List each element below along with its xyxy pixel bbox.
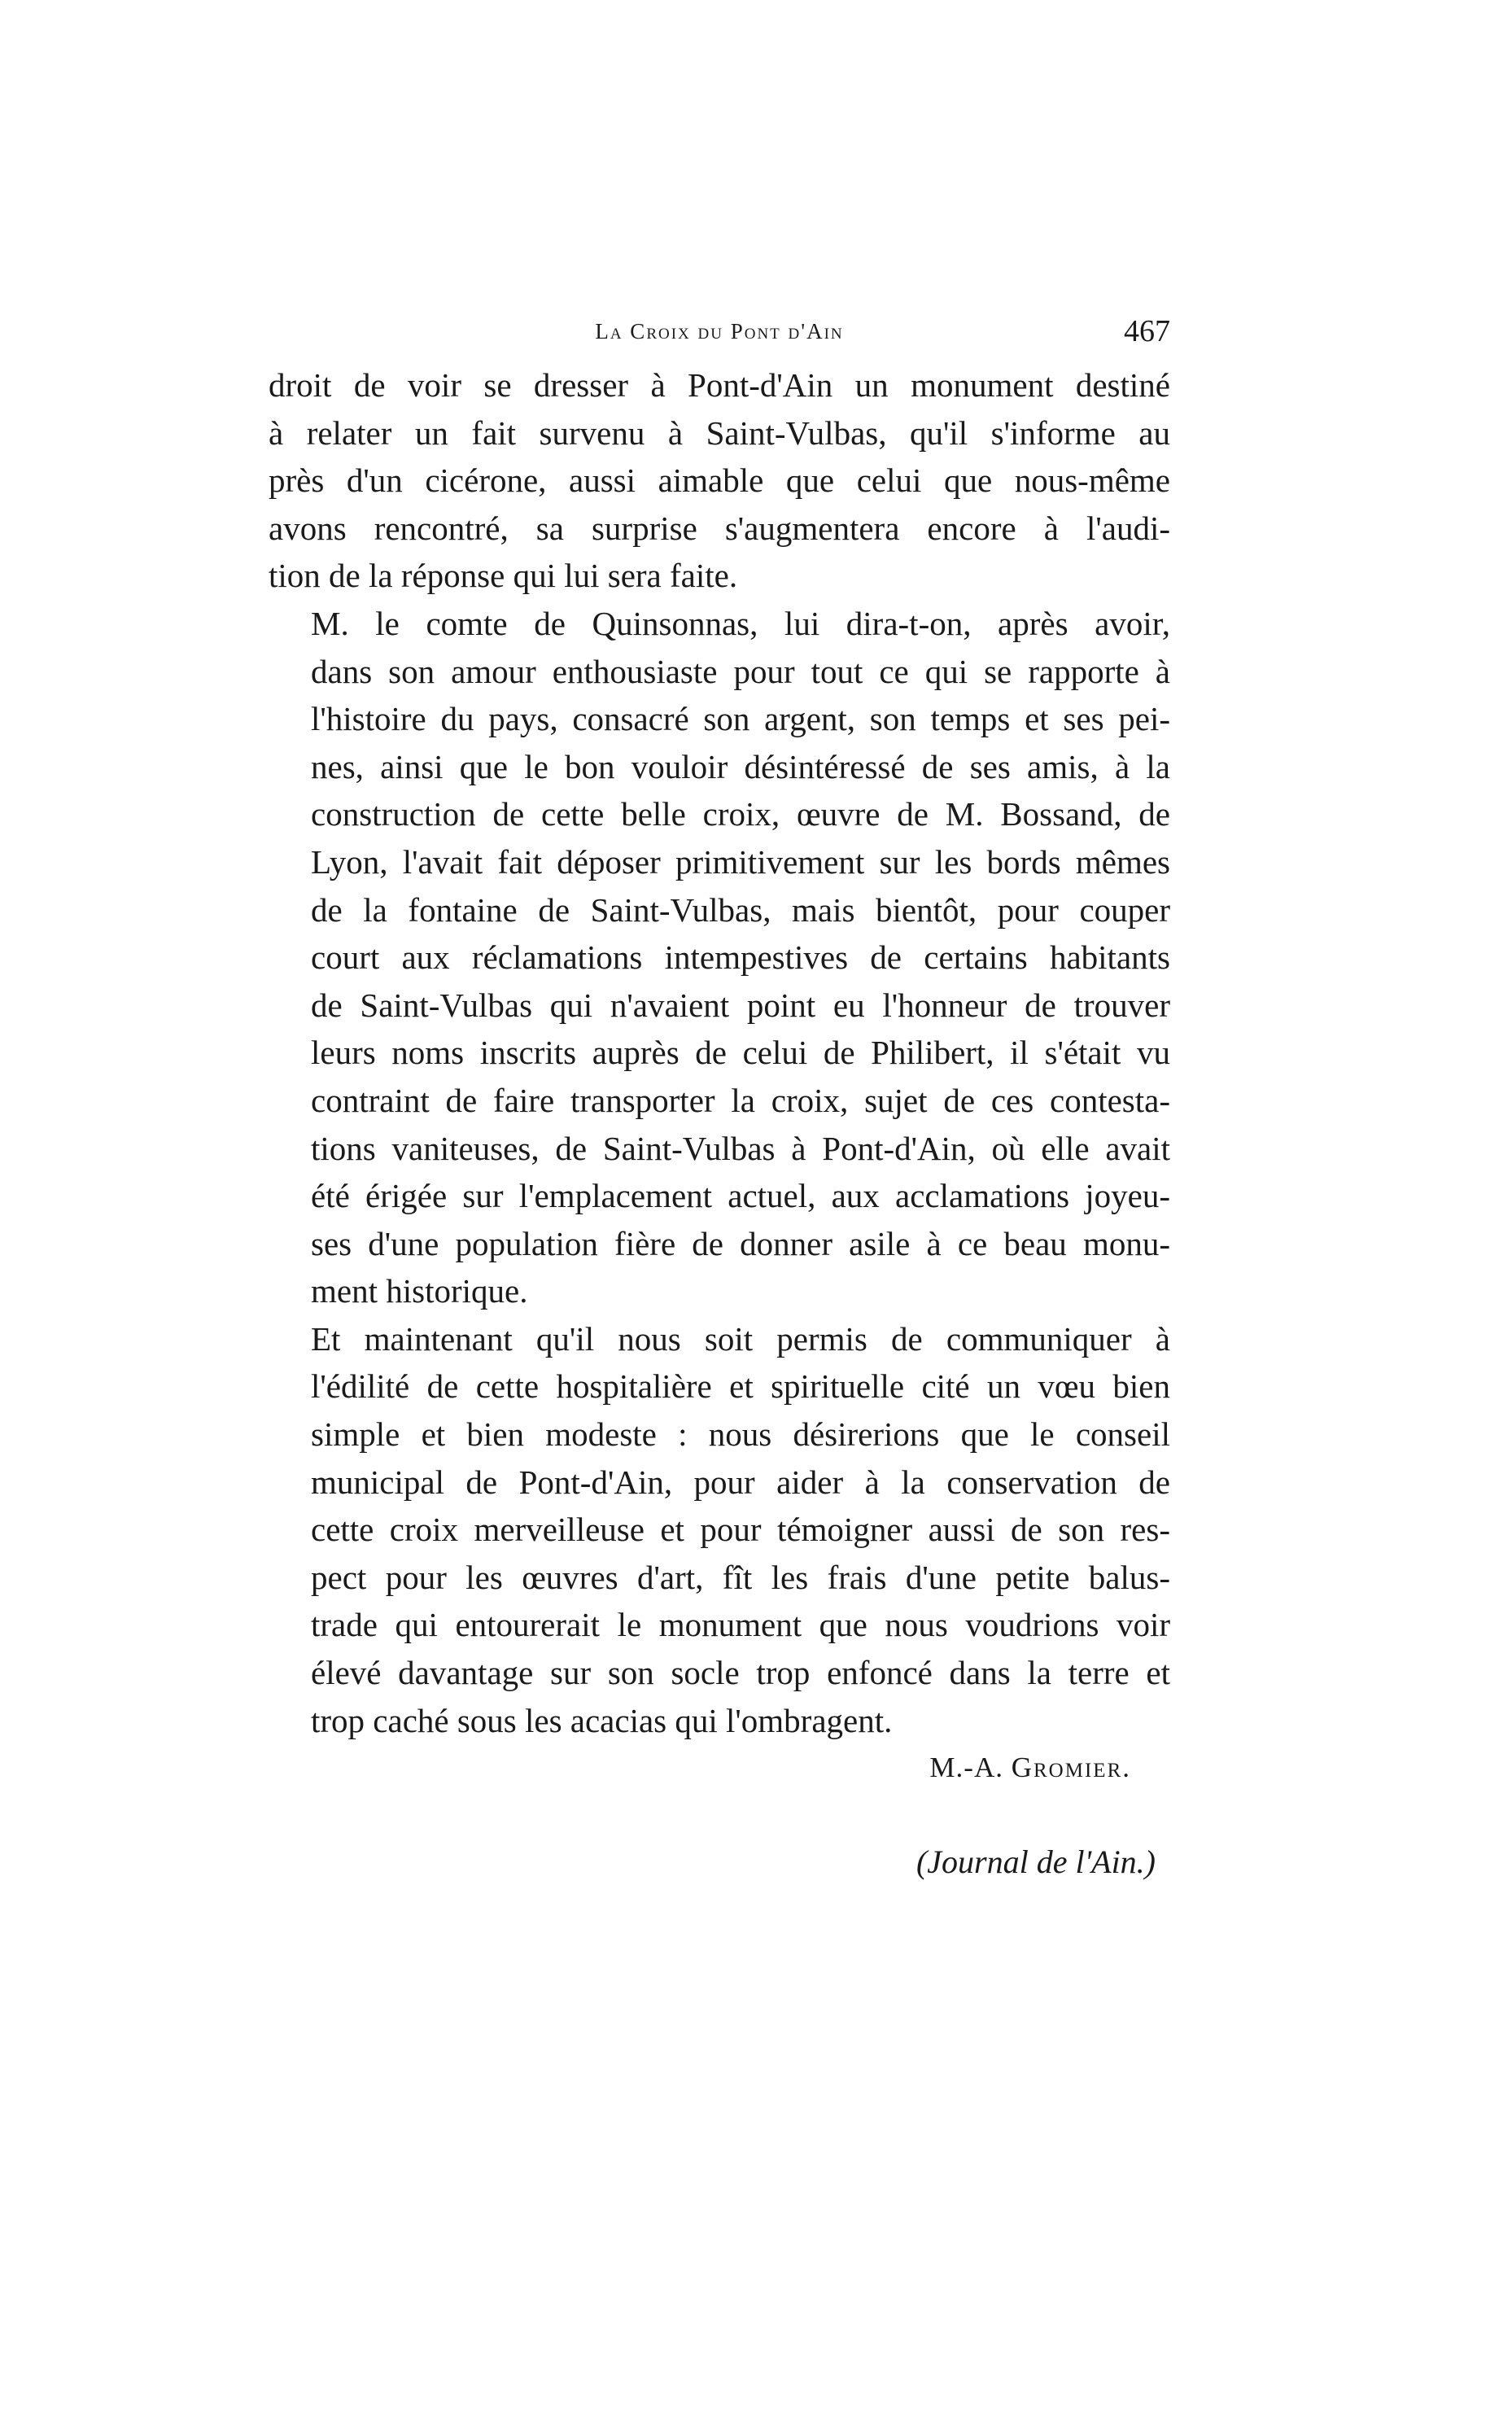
text-line: pect pour les œuvres d'art, fît les frais d'une petite balus- bbox=[311, 1558, 1170, 1596]
text-line: leurs noms inscrits auprès de celui de Philibert, il s'était vu bbox=[311, 1034, 1170, 1072]
paragraph-3 bbox=[269, 1315, 1170, 1744]
text-line: municipal de Pont-d'Ain, pour aider à la conservation de bbox=[311, 1463, 1170, 1501]
text-line: Et maintenant qu'il nous soit permis de communiquer à bbox=[311, 1319, 1170, 1358]
text-line: de la fontaine de Saint-Vulbas, mais bientôt, pour couper bbox=[311, 890, 1170, 929]
page-number: 467 bbox=[1124, 314, 1170, 348]
text-line: dans son amour enthousiaste pour tout ce qui se rapporte à bbox=[311, 652, 1170, 690]
text-line: simple et bien modeste : nous désirerions que le conseil bbox=[311, 1415, 1170, 1454]
text-line: nes, ainsi que le bon vouloir désintéressé de ses amis, à la bbox=[311, 747, 1170, 785]
text-line: à relater un fait survenu à Saint-Vulbas, qu'il s'informe au bbox=[269, 413, 1170, 452]
running-head bbox=[269, 311, 1170, 352]
text-line: de Saint-Vulbas qui n'avaient point eu l'honneur de trouver bbox=[311, 986, 1170, 1024]
text-line: trop caché sous les acacias qui l'ombragent. bbox=[311, 1701, 893, 1739]
text-line: Lyon, l'avait fait déposer primitivement sur les bords mêmes bbox=[311, 842, 1170, 881]
text-line: avons rencontré, sa surprise s'augmentera encore à l'audi- bbox=[269, 509, 1170, 547]
text-line: contraint de faire transporter la croix, sujet de ces contesta- bbox=[311, 1081, 1170, 1119]
text-line: court aux réclamations intempestives de certains habitants bbox=[311, 938, 1170, 977]
source-citation: (Journal de l'Ain.) bbox=[916, 1843, 1156, 1881]
paragraph-2 bbox=[269, 600, 1170, 1315]
author-initials: M.-A. bbox=[929, 1752, 1003, 1784]
text-line: près d'un cicérone, aussi aimable que celui que nous-même bbox=[269, 461, 1170, 500]
author-signature bbox=[269, 1744, 1170, 1791]
text-line: l'histoire du pays, consacré son argent, son temps et ses pei- bbox=[311, 700, 1170, 738]
text-line: l'édilité de cette hospitalière et spirituelle cité un vœu bien bbox=[311, 1367, 1170, 1406]
text-line: ment historique. bbox=[311, 1272, 528, 1310]
text-line: ses d'une population fière de donner asile à ce beau monu- bbox=[311, 1224, 1170, 1262]
text-line: droit de voir se dresser à Pont-d'Ain un monument destiné bbox=[269, 366, 1170, 404]
text-line: M. le comte de Quinsonnas, lui dira-t-on, après avoir, bbox=[311, 604, 1170, 642]
text-line: tion de la réponse qui lui sera faite. bbox=[269, 557, 738, 595]
text-line: trade qui entourerait le monument que nous voudrions voir bbox=[311, 1606, 1170, 1644]
author-surname: Gromier. bbox=[1011, 1752, 1131, 1784]
text-line: cette croix merveilleuse et pour témoigner aussi de son res- bbox=[311, 1511, 1170, 1549]
text-line: été érigée sur l'emplacement actuel, aux acclamations joyeu- bbox=[311, 1177, 1170, 1215]
body-text bbox=[269, 361, 1170, 1886]
running-title: La Croix du Pont d'Ain bbox=[595, 319, 844, 343]
text-line: construction de cette belle croix, œuvre de M. Bossand, de bbox=[311, 795, 1170, 833]
text-line: élevé davantage sur son socle trop enfoncé dans la terre et bbox=[311, 1654, 1170, 1692]
paragraph-1 bbox=[269, 361, 1170, 600]
text-line: tions vaniteuses, de Saint-Vulbas à Pont-d'Ain, où elle avait bbox=[311, 1129, 1170, 1167]
